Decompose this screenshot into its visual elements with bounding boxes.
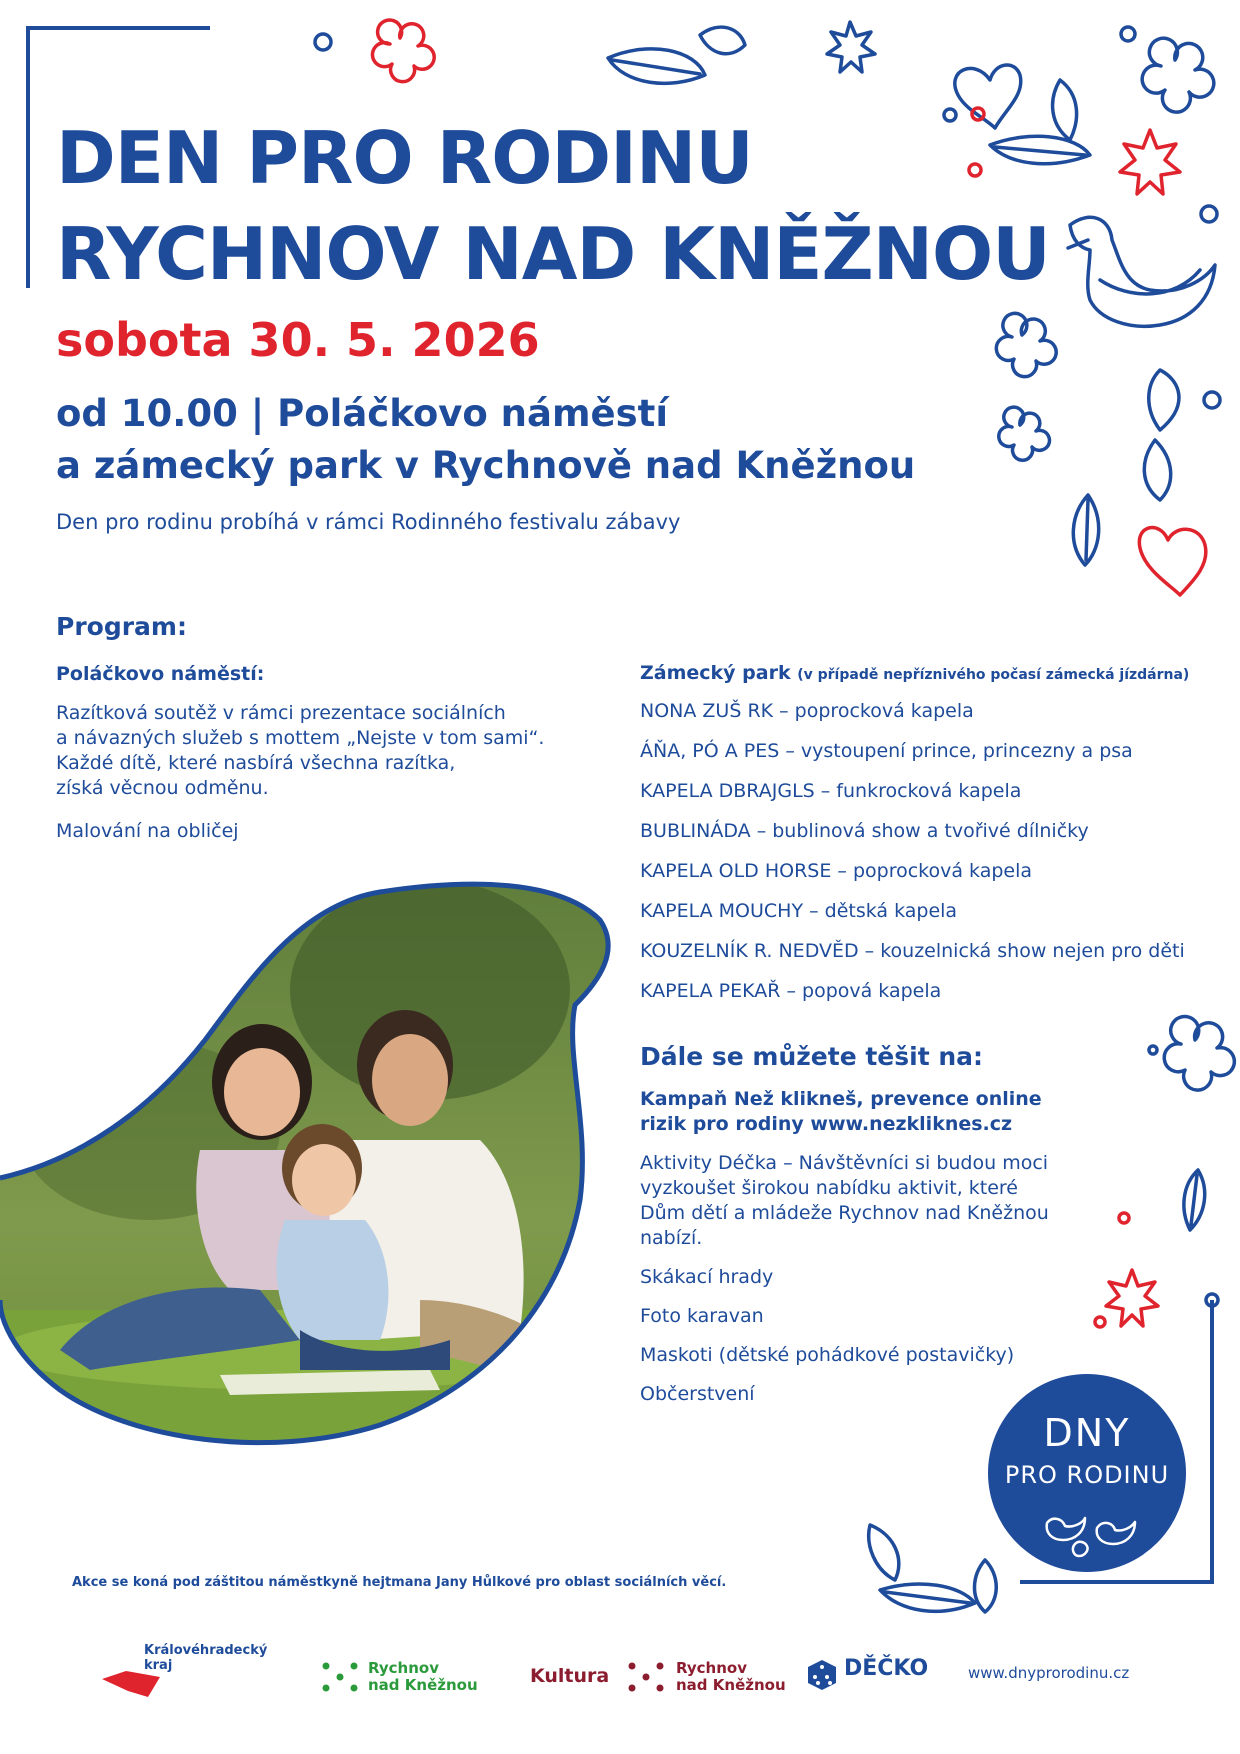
flower-doodle <box>999 407 1050 460</box>
more-item: Skákací hrady <box>640 1266 774 1288</box>
logo-kralovehradecky-kraj <box>100 1643 267 1673</box>
festival-note: Den pro rodinu probíhá v rámci Rodinného festivalu zábavy <box>56 510 681 534</box>
leaf-doodle <box>869 1525 899 1580</box>
event-title-line2: RYCHNOV NAD KNĚŽNOU <box>56 212 1050 296</box>
more-section <box>640 1044 1110 1421</box>
decko-cube-icon <box>806 1658 838 1692</box>
flower-doodle <box>1164 1017 1234 1091</box>
bird-doodle <box>1068 217 1215 326</box>
stamp-contest-paragraph <box>56 701 616 801</box>
star-flower-doodle <box>1106 1270 1158 1326</box>
circle-doodle <box>1206 1294 1218 1306</box>
dny-pro-rodinu-badge <box>988 1374 1186 1572</box>
leaf-doodle <box>700 27 745 54</box>
campaign-line-1: Kampaň Než klikneš, prevence online <box>640 1088 1042 1110</box>
event-time-place-line2: a zámecký park v Rychnově nad Kněžnou <box>56 444 916 487</box>
heart-doodle <box>1139 528 1206 595</box>
campaign-paragraph <box>640 1087 1110 1137</box>
kraj-name-line2: kraj <box>144 1658 173 1673</box>
leaf-doodle <box>1184 1170 1205 1230</box>
program-item: KAPELA MOUCHY – dětská kapela <box>640 900 958 922</box>
park-heading-title: Zámecký park <box>640 662 791 684</box>
circle-doodle <box>315 34 331 50</box>
event-time-place-line1: od 10.00 | Poláčkovo náměstí <box>56 392 669 435</box>
rychnov-dots-icon <box>320 1660 360 1696</box>
leaf-doodle <box>974 1560 996 1612</box>
badge-line2: PRO RODINU <box>1004 1461 1170 1489</box>
face-painting-item: Malování na obličej <box>56 820 239 842</box>
kraj-logo-icon <box>100 1665 164 1699</box>
activities-paragraph <box>640 1151 1110 1251</box>
square-heading: Poláčkovo náměstí: <box>56 663 265 685</box>
star-flower-doodle <box>1120 130 1180 194</box>
campaign-line-2: rizik pro rodiny www.nezkliknes.cz <box>640 1113 1013 1135</box>
leaf-doodle <box>1073 495 1098 565</box>
logo-kultura-rychnov <box>530 1660 786 1694</box>
more-item: Maskoti (dětské pohádkové postavičky) <box>640 1344 1015 1366</box>
program-heading: Program: <box>56 612 187 641</box>
program-item: KAPELA DBRAJGLS – funkrocková kapela <box>640 780 1022 802</box>
stamp-line-3: Každé dítě, které nasbírá všechna razítka, <box>56 752 456 774</box>
program-item: ÁŇA, PÓ A PES – vystoupení prince, princezny a psa <box>640 740 1133 762</box>
kultura-wordmark: Kultura <box>530 1665 610 1687</box>
program-item: NONA ZUŠ RK – poprocková kapela <box>640 700 974 722</box>
stamp-line-2: a návazných služeb s mottem „Nejste v tom sami“. <box>56 727 545 749</box>
activities-line-1: Aktivity Déčka – Návštěvníci si budou moci <box>640 1152 1049 1174</box>
rychnov-logo-line1: Rychnov <box>368 1659 439 1677</box>
park-heading <box>640 662 1200 684</box>
event-title <box>56 110 1050 302</box>
leaf-doodle <box>1149 370 1179 430</box>
leaf-doodle <box>1053 80 1077 140</box>
program-item: BUBLINÁDA – bublinová show a tvořivé dílničky <box>640 820 1089 842</box>
program-item: KAPELA PEKAŘ – popová kapela <box>640 980 942 1002</box>
kultura-dots-icon <box>626 1660 666 1696</box>
flower-doodle <box>372 20 434 82</box>
leaf-doodle <box>608 49 705 84</box>
circle-doodle <box>1149 1046 1157 1054</box>
more-item: Občerstvení <box>640 1383 755 1405</box>
program-right-column <box>640 662 1200 1004</box>
more-item: Foto karavan <box>640 1305 764 1327</box>
bird-photo-frame <box>0 870 640 1450</box>
kraj-name-line1: Královéhradecký <box>144 1643 268 1658</box>
decko-wordmark: DĚČKO <box>844 1656 929 1681</box>
program-left-column <box>56 662 616 862</box>
flower-doodle <box>996 313 1056 376</box>
star-flower-doodle <box>827 22 875 72</box>
park-heading-note: (v případě nepříznivého počasí zámecká jízdárna) <box>797 667 1190 683</box>
stamp-line-1: Razítková soutěž v rámci prezentace sociálních <box>56 702 506 724</box>
program-item: KOUZELNÍK R. NEDVĚD – kouzelnická show nejen pro děti <box>640 940 1185 962</box>
logo-rychnov <box>320 1660 478 1694</box>
leaf-doodle <box>880 1584 975 1611</box>
website-url[interactable]: www.dnyprorodinu.cz <box>968 1664 1130 1682</box>
leaf-doodle <box>1144 440 1170 500</box>
birds-icon <box>1027 1498 1147 1558</box>
circle-doodle <box>1121 27 1135 41</box>
flower-doodle <box>1142 38 1214 112</box>
family-photo <box>0 870 640 1450</box>
circle-doodle <box>1201 206 1217 222</box>
circle-doodle <box>1119 1213 1129 1223</box>
more-heading: Dále se můžete těšit na: <box>640 1042 984 1071</box>
kultura-rychnov-line1: Rychnov <box>676 1659 747 1677</box>
event-title-line1: DEN PRO RODINU <box>56 116 753 200</box>
badge-line1: DNY <box>1043 1411 1131 1455</box>
activities-line-2: vyzkoušet širokou nabídku aktivit, které <box>640 1177 1018 1199</box>
stamp-line-4: získá věcnou odměnu. <box>56 777 269 799</box>
rychnov-logo-line2: nad Kněžnou <box>368 1676 478 1694</box>
program-item: KAPELA OLD HORSE – poprocková kapela <box>640 860 1033 882</box>
event-date: sobota 30. 5. 2026 <box>56 313 540 367</box>
event-time-place <box>56 388 956 492</box>
circle-doodle <box>1204 392 1220 408</box>
activities-line-3: Dům dětí a mládeže Rychnov nad Kněžnou nabízí. <box>640 1202 1049 1249</box>
kultura-rychnov-line2: nad Kněžnou <box>676 1676 786 1694</box>
patronage-note: Akce se koná pod záštitou náměstkyně hejtmana Jany Hůlkové pro oblast sociálních věcí. <box>72 1575 727 1590</box>
